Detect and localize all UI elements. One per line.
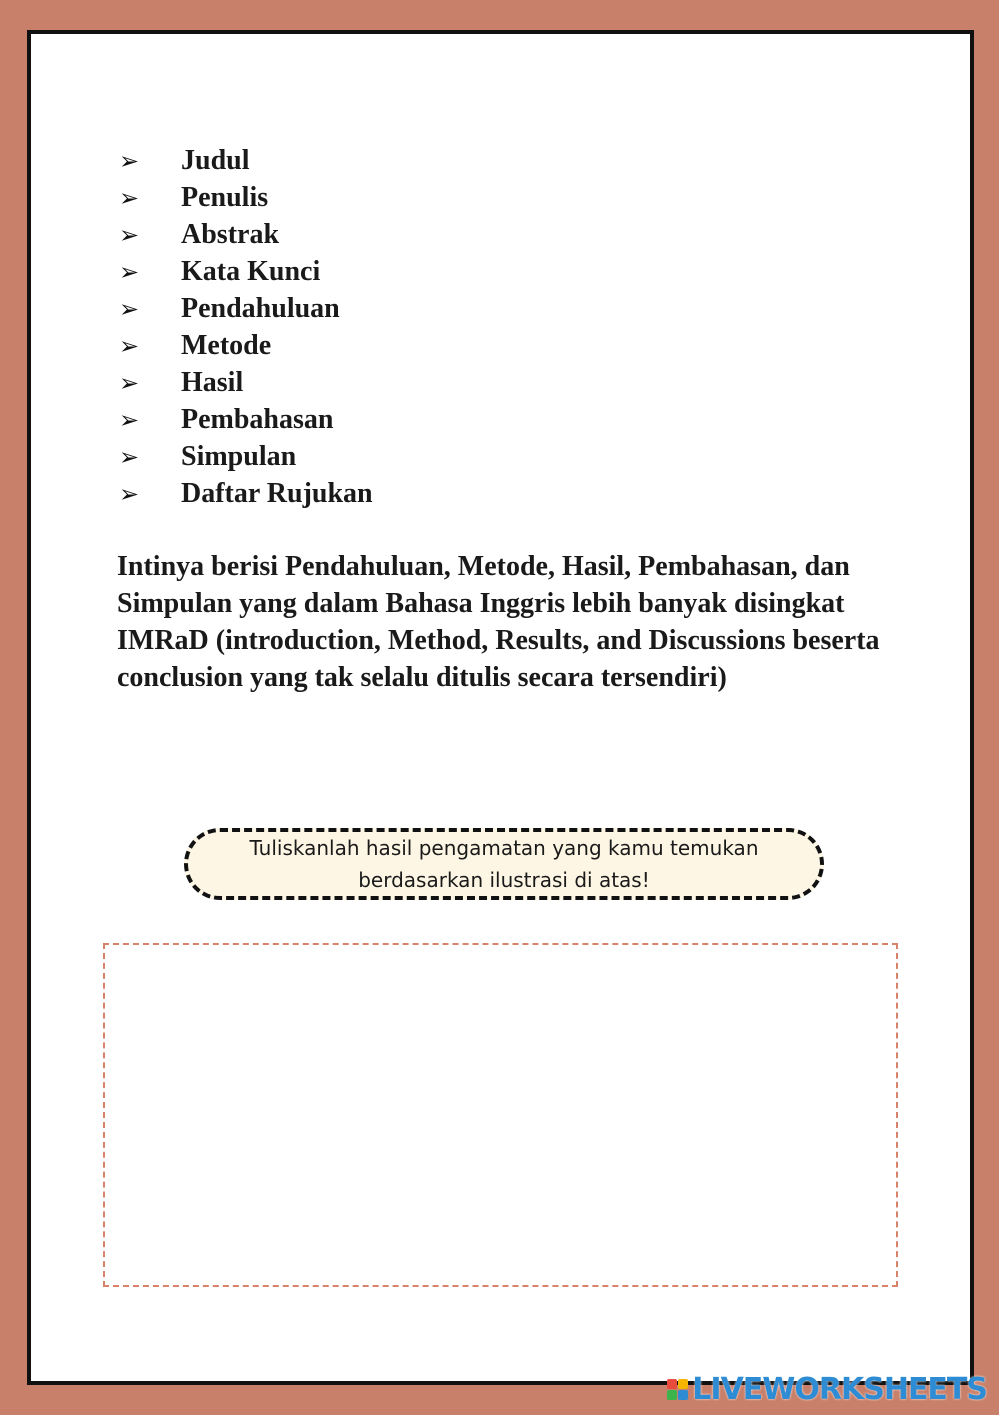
list-item-label: Abstrak [181, 218, 280, 250]
arrowhead-bullet-icon: ➢ [119, 331, 140, 360]
list-item [119, 401, 373, 438]
list-item-label: Simpulan [181, 440, 297, 472]
list-item [119, 179, 373, 216]
arrowhead-bullet-icon: ➢ [119, 220, 140, 249]
list-item [119, 364, 373, 401]
instruction-line-2: berdasarkan ilustrasi di atas! [358, 868, 650, 892]
structure-list [119, 142, 373, 512]
list-item [119, 327, 373, 364]
list-item-label: Hasil [181, 366, 244, 398]
arrowhead-bullet-icon: ➢ [119, 479, 140, 508]
arrowhead-bullet-icon: ➢ [119, 368, 140, 397]
list-item-label: Pendahuluan [181, 292, 340, 324]
list-item-label: Penulis [181, 181, 269, 213]
liveworksheets-logo-icon [667, 1379, 688, 1400]
arrowhead-bullet-icon: ➢ [119, 146, 140, 175]
list-item-label: Judul [181, 144, 250, 176]
arrowhead-bullet-icon: ➢ [119, 442, 140, 471]
list-item [119, 142, 373, 179]
watermark-text: LIVEWORKSHEETS [692, 1372, 987, 1407]
liveworksheets-watermark [667, 1372, 987, 1407]
list-item [119, 216, 373, 253]
list-item [119, 438, 373, 475]
arrowhead-bullet-icon: ➢ [119, 294, 140, 323]
answer-input-box[interactable] [103, 943, 898, 1287]
instruction-line-1: Tuliskanlah hasil pengamatan yang kamu temukan [249, 836, 759, 860]
arrowhead-bullet-icon: ➢ [119, 257, 140, 286]
list-item [119, 253, 373, 290]
list-item [119, 290, 373, 327]
arrowhead-bullet-icon: ➢ [119, 183, 140, 212]
arrowhead-bullet-icon: ➢ [119, 405, 140, 434]
worksheet-page [27, 30, 974, 1385]
list-item-label: Metode [181, 329, 272, 361]
list-item-label: Daftar Rujukan [181, 477, 373, 509]
imrad-paragraph: Intinya berisi Pendahuluan, Metode, Hasil, Pembahasan, dan Simpulan yang dalam Bahasa Inggris lebih banyak disingkat IMRaD (introduction, Method, Results, and Discussions beserta conclusion yang tak selalu ditulis secara tersendiri) [117, 551, 880, 693]
list-item-label: Kata Kunci [181, 255, 321, 287]
instruction-banner [184, 828, 824, 900]
list-item [119, 475, 373, 512]
list-item-label: Pembahasan [181, 403, 334, 435]
